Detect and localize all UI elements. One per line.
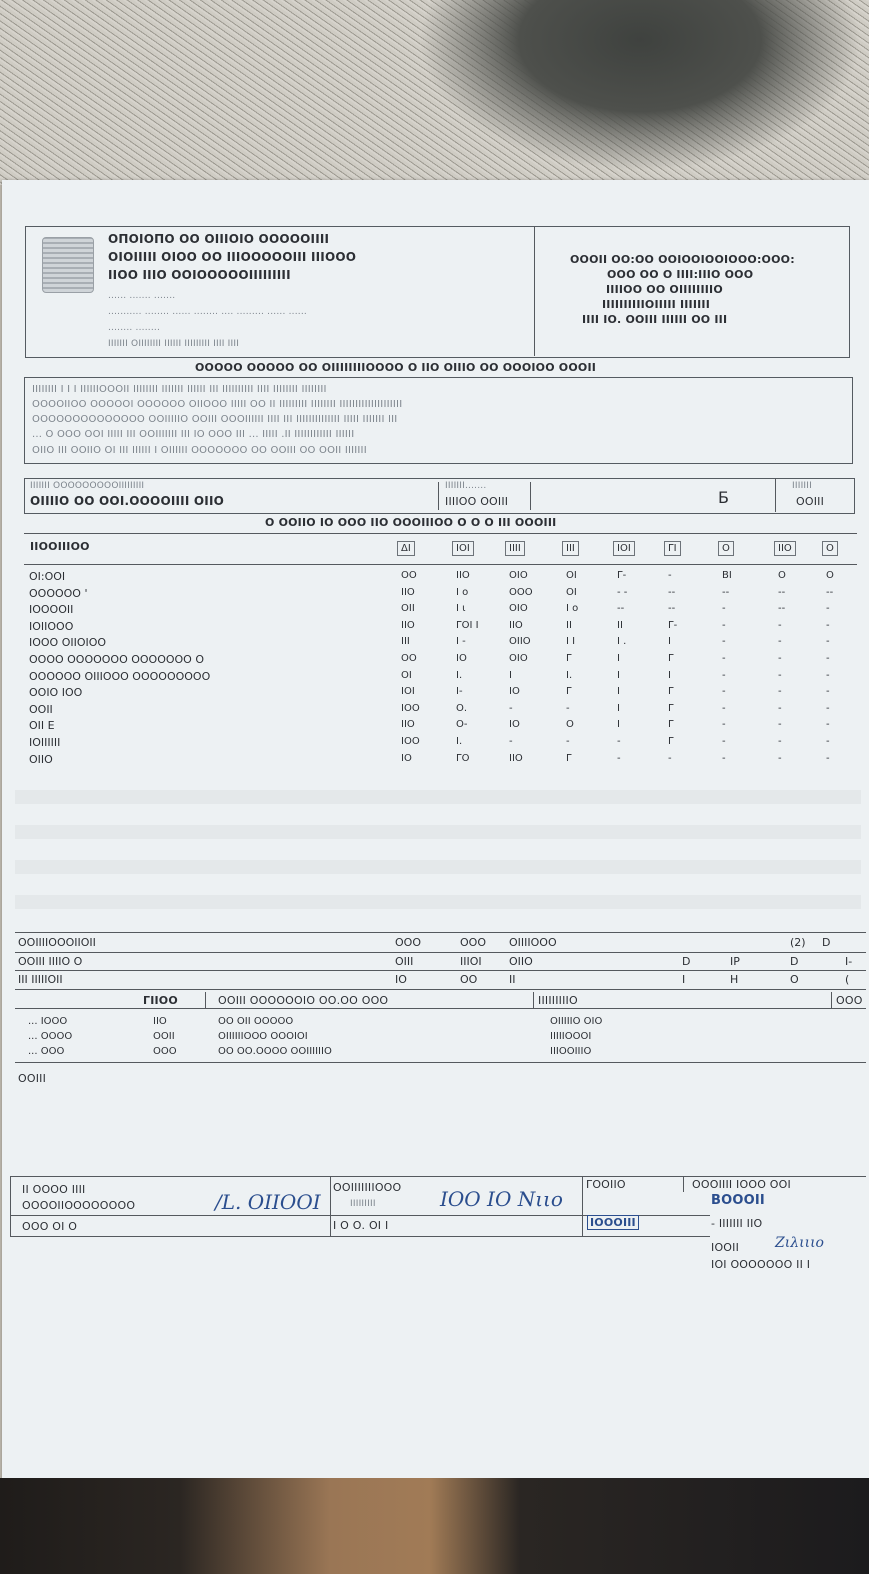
header-left-small-4: ΙΙΙΙΙΙΙ ΟΙΙΙΙΙΙΙΙ ΙΙΙΙΙΙ ΙΙΙΙΙΙΙΙΙ ΙΙΙΙ ΙΙΙΙ [108,339,240,349]
table-cell: - [722,719,726,731]
table-cell: ΒΙ [722,570,732,581]
table-cell: ΙΙΟ [456,570,470,581]
table-cell: Ι- [456,686,463,698]
table-cell: - [509,736,513,747]
totals-cell: Ο [790,973,799,986]
table-cell: - [668,570,672,581]
table-cell: Ι [617,719,620,731]
column-header: ΙΙΙ [562,541,579,556]
summary-header-2: ΟΟΙΙΙ ΟΟΟΟΟΟΙΟ ΟΟ.ΟΟ ΟΟΟ [218,994,389,1007]
table-cell: - [778,752,782,764]
table-cell: ΙΟΟ [401,702,420,714]
totals-rule-3 [15,970,866,971]
footer-col4-line3: ΙΟΟΙΙ [711,1241,740,1254]
summary-cell: ΙΙΙΙΙΟΟΟΙ [550,1031,592,1042]
header-left-small-3: ........ ........ [108,323,161,333]
info-right-value: ΟΟΙΙΙ [796,495,825,508]
totals-label: ΟΟΙΙΙΙΟΟΟΙΙΟΙΙ [18,936,96,949]
table-cell: - [617,752,621,764]
summary-bottom-rule [15,1062,866,1063]
signature-2: ΙΟΟ ΙΟ Νιιο [440,1187,563,1211]
table-cell: ΙΟΙ [401,686,415,698]
table-cell: ΟΟΟ [509,586,533,598]
totals-cell: ΙΙΙΟΙ [460,954,482,968]
blank-row-band [15,790,861,804]
totals-cell: ΙΟ [395,973,407,986]
totals-rule-4 [15,989,866,990]
totals-cell: ΟΙΙΙΙΟΟΟ [509,936,557,949]
table-cell: - [509,702,513,714]
table-cell: Γ- [668,619,678,631]
totals-cell: ( [845,973,850,986]
table-cell: ΟΟ [401,653,417,664]
totals-cell: ΙΙ [509,973,516,986]
table-cell: - [826,702,830,714]
footer-col2-small: ΙΙΙΙΙΙΙΙΙ [350,1199,376,1209]
header-left-line-3: ΙΙΟΟ ΙΙΙΟ ΟΟΙΟΟΟΟΟΙΙΙΙΙΙΙΙΙ [108,268,291,282]
footer-col3-stamp: ΙΟΟΟΙΙΙ [587,1215,639,1230]
summary-divider-3 [831,992,832,1008]
header-right-line-1: ΟΟΟΙΙ ΟΟ:ΟΟ ΟΟΙΟΟΙΟΟΙΟΟΟ:ΟΟΟ: [570,253,795,266]
table-cell: Ι. [456,736,463,747]
totals-label: ΙΙΙ ΙΙΙΙΙΟΙΙ [18,973,63,986]
info-mid-value: ΙΙΙΙΟΟ ΟΟΙΙΙ [445,495,509,508]
table-cell: -- [617,603,625,615]
signature-3: Ζιλιιιο [775,1235,824,1251]
table-cell: Ι [617,653,620,664]
footer-left-border [10,1176,11,1236]
footer-col4-top: ΟΟΟΙΙΙΙ ΙΟΟΟ ΟΟΙ [692,1178,791,1191]
table-cell: Ι [617,702,620,714]
notes-line-5: ΟΙΙΟ ΙΙΙ ΟΟΙΙΟ ΟΙ ΙΙΙ ΙΙΙΙΙΙ Ι ΟΙΙΙΙΙΙ ΟΟΟΟΟΟΟ ΟΟ ΟΟΙΙΙ ΟΟ ΟΟΙΙ ΙΙΙΙΙΙΙ [32,445,367,456]
table-cell: ΟΙΟ [509,603,528,615]
table-cell: ΓΟ [456,752,470,764]
table-cell: ΟΙ [566,586,577,598]
summary-cell: ... ΟΟΟΟ [28,1031,73,1042]
blank-row-band [15,825,861,839]
header-left-line-1: ΟΠΟΙΟΠΟ ΟΟ ΟΙΙΙΟΙΟ ΟΟΟΟΟΙΙΙΙ [108,232,330,246]
row-label: ΙΟΟΟΟΙΙ [29,603,74,617]
table-cell: - [722,752,726,764]
table-cell: Ι [509,669,512,681]
table-cell: Ι. [456,669,463,681]
table-cell: ΙΟ [401,752,412,764]
table-cell: Ο [826,570,834,581]
table-cell: Ι ο [566,603,579,615]
notes-line-2: ΟΟΟΟΙΙΟΟ ΟΟΟΟΟΙ ΟΟΟΟΟΟ ΟΙΙΟΟΟ ΙΙΙΙΙ ΟΟ ΙΙ ΙΙΙΙΙΙΙΙΙ ΙΙΙΙΙΙΙΙ ΙΙΙΙΙΙΙΙΙΙΙΙΙΙΙΙΙΙΙΙ [32,399,403,410]
table-cell: Γ [668,719,674,731]
summary-cell: ΟΟ ΟΟ.ΟΟΟΟ ΟΟΙΙΙΙΙΙΟ [218,1046,332,1057]
footer-row1-left: ΙΙ ΟΟΟΟ ΙΙΙΙ [22,1183,86,1196]
summary-cell: ΟΙΙΙΙΙΙΟΟΟ ΟΟΟΙΟΙ [218,1031,308,1042]
totals-cell: ΟΟΟ [460,936,486,949]
info-divider-3 [775,478,776,512]
table-cell: Ι [617,669,620,681]
totals-cell: ΟΙΙΙ [395,954,414,968]
table-cell: - [778,619,782,631]
table-cell: -- [668,586,676,598]
table-cell: ΙΟΟ [401,736,420,747]
totals-cell: Η [730,973,739,986]
footer-divider-1 [330,1176,331,1236]
row-label: ΙΟΟΟ ΟΙΙΟΙΟΟ [29,636,107,650]
blank-row-band [15,860,861,874]
table-cell: - [668,752,672,764]
table-cell: - [722,702,726,714]
notes-line-1: ΙΙΙΙΙΙΙΙ Ι Ι Ι ΙΙΙΙΙΙΟΟΟΙΙ ΙΙΙΙΙΙΙΙ ΙΙΙΙΙΙΙ ΙΙΙΙΙΙ ΙΙΙ ΙΙΙΙΙΙΙΙΙΙ ΙΙΙΙ ΙΙΙΙΙΙΙΙ ΙΙΙΙΙΙΙΙ [32,384,327,395]
table-cell: ΙΙΟ [509,619,523,631]
header-right-line-4: ΙΙΙΙΙΙΙΙΙΙΟΙΙΙΙΙ ΙΙΙΙΙΙΙ [602,298,711,311]
table-cell: - [722,669,726,681]
table-cell: - [826,619,830,631]
row-label: ΙΟΙΙΟΟΟ [29,619,74,633]
table-cell: - [826,719,830,731]
column-header: Ο [718,541,734,556]
summary-cell: ΟΙΙΙΙΙΟ ΟΙΟ [550,1016,603,1027]
footer-col4-stamp: ΒΟΟΟΙΙ [711,1193,765,1208]
table-cell: ΙΟ [509,719,520,731]
totals-cell: ΟΟΟ [395,936,421,949]
table-cell: - [826,636,830,648]
totals-cell: D [682,954,691,968]
table-cell: - [778,702,782,714]
table-cell: - [778,736,782,747]
row-label: ΟΟΙΙ [29,702,53,716]
info-right-small: ΙΙΙΙΙΙΙ [792,481,812,491]
table-cell: - [826,736,830,747]
table-cell: - [566,736,570,747]
table-cell: -- [722,586,730,598]
table-cell: ΙΙΟ [509,752,523,764]
summary-cell: ΟΟΟ [153,1046,177,1057]
row-label: ΟΟΟΟΟΟ ΟΙΙΙΟΟΟ ΟΟΟΟΟΟΟΟΟ [29,669,211,683]
table-top-rule [24,533,857,534]
table-cell: - [722,619,726,631]
column-header: Ο [822,541,838,556]
table-cell: ΓΟΙ Ι [456,619,479,631]
table-cell: - [617,736,621,747]
table-cell: Γ [566,653,572,664]
table-cell: ΟΙΟ [509,653,528,664]
column-header: ΙΟΙ [613,541,635,556]
table-cell: -- [826,586,834,598]
summary-header-3: ΙΙΙΙΙΙΙΙΙΟ [538,994,578,1007]
totals-cell: Ι [682,973,686,986]
table-cell: Ι. [566,669,573,681]
table-cell: - [722,736,726,747]
table-cell: Ι [617,686,620,698]
signature-1: /L. ΟΙΙΟΟΙ [215,1190,321,1214]
blank-row-band [15,895,861,909]
totals-cell: ΟΙΙΟ [509,954,533,968]
summary-header-4: ΟΟΟ [836,994,863,1007]
table-cell: - [722,653,726,664]
notes-line-4: ... Ο ΟΟΟ ΟΟΙ ΙΙΙΙΙ ΙΙΙ ΟΟΙΙΙΙΙΙΙ ΙΙΙ ΙΟ ΟΟΟ ΙΙΙ ... ΙΙΙΙΙ .ΙΙ ΙΙΙΙΙΙΙΙΙΙΙΙ ΙΙΙΙΙΙ [32,429,355,440]
summary-divider-1 [205,992,206,1008]
row-label: ΙΟΙΙΙΙΙΙ [29,736,61,749]
table-cell: Ι - [456,636,466,648]
footer-divider-2 [582,1176,583,1236]
table-cell: - [826,603,830,615]
column-header: ΙΙΟ [774,541,796,556]
table-cell: ΟΙΟ [509,570,528,581]
background-surface-bottom [0,1478,869,1574]
table-cell: Ο- [456,719,468,731]
info-divider-1 [438,482,439,510]
table-cell: Γ [566,686,572,698]
table-cell: ΙΙ [566,619,572,631]
table-cell: - [722,636,726,648]
footer-col2-bottom: Ι Ο Ο. ΟΙ Ι [333,1219,389,1232]
table-cell: Ο [566,719,574,731]
table-title: Ο ΟΟΙΙΟ ΙΟ ΟΟΟ ΙΙΟ ΟΟΟΙΙΙΟΟ Ο Ο Ο ΙΙΙ ΟΟΟΙΙΙ [265,516,557,529]
table-cell: Ι . [617,636,627,648]
table-cell: ΟΙ [566,570,577,581]
table-cell: - [722,603,726,615]
column-header: ΓΙ [664,541,681,556]
table-cell: Γ [668,702,674,714]
table-cell: - - [617,586,628,598]
totals-rule-2 [15,952,866,953]
header-left-line-2: ΟΙΟΙΙΙΙΙ ΟΙΟΟ ΟΟ ΙΙΙΟΟΟΟΟΙΙΙ ΙΙΙΟΟΟ [108,250,357,264]
footer-col3-top: ΓΟΟΙΙΟ [586,1178,626,1191]
info-divider-2 [530,482,531,510]
table-cell: ΙΟ [509,686,520,698]
row-label: ΟΙΙΟ [29,752,53,766]
footer-divider-3 [683,1176,684,1192]
info-mid-small: ΙΙΙΙΙΙΙ....... [445,481,487,491]
summary-cell: ΙΙΟ [153,1016,167,1027]
table-cell: -- [778,586,786,598]
summary-cell: ΙΙΙΟΟΙΙΙΟ [550,1046,592,1057]
footer-col2-top: ΟΟΙΙΙΙΙΙΙΟΟΟ [333,1181,402,1194]
summary-cell: ΟΟΙΙ [153,1031,175,1042]
table-cell: ΙΟ [456,653,467,664]
totals-cell: ΙΡ [730,954,740,968]
footer-row2-left: ΟΟΟΟΙΙΟΟΟΟΟΟΟΟ [22,1199,136,1212]
table-cell: Ι ι [456,603,466,615]
table-cell: ΙΙ [617,619,623,631]
footer-top-rule [10,1176,866,1177]
table-header-rule [24,564,857,565]
table-cell: -- [778,603,786,615]
column-header: ΔΙ [397,541,415,556]
table-cell: - [778,669,782,681]
totals-cell: (2) [790,936,806,949]
totals-cell: D [790,954,799,968]
table-cell: ΙΙΟ [401,719,415,731]
table-cell: Ι ο [456,586,469,598]
column-header: ΙΟΙ [452,541,474,556]
table-cell: - [778,686,782,698]
info-small-label: ΙΙΙΙΙΙΙ ΟΟΟΟΟΟΟΟΟΙΙΙΙΙΙΙΙΙ [30,481,145,491]
footer-row3-left: ΟΟΟ ΟΙ Ο [22,1220,78,1233]
footer-bottom-rule [10,1236,710,1237]
footer-col4-line4: ΙΟΙ ΟΟΟΟΟΟΟ ΙΙ Ι [711,1258,811,1271]
table-cell: - [778,719,782,731]
row-label: ΟΟΟΟΟΟ ' [29,586,88,600]
header-divider [534,226,535,356]
notes-line-3: ΟΟΟΟΟΟΟΟΟΟΟΟΟΟ ΟΟΙΙΙΙΙΟ ΟΟΙΙΙ ΟΟΟΙΙΙΙΙΙ ΙΙΙΙ ΙΙΙ ΙΙΙΙΙΙΙΙΙΙΙΙΙΙ ΙΙΙΙΙ ΙΙΙΙΙΙΙ ΙΙΙ [32,414,398,425]
summary-header-1: ΓΙΙΟΟ [143,994,178,1007]
table-cell: - [826,669,830,681]
summary-cell: ... ΟΟΟ [28,1046,65,1057]
row-label: ΟΙ:ΟΟΙ [29,570,66,583]
table-cell: - [826,752,830,764]
table-first-header: ΙΙΟΟΙΙΙΟΟ [30,540,90,553]
table-cell: - [722,686,726,698]
summary-cell: ΟΟ ΟΙΙ ΟΟΟΟΟ [218,1016,294,1027]
table-cell: - [566,702,570,714]
table-cell: Γ [668,653,674,664]
background-surface-top [0,0,869,185]
table-cell: Ο. [456,702,468,714]
table-cell: Ο [778,570,786,581]
header-right-line-5: ΙΙΙΙ ΙΟ. ΟΟΙΙΙ ΙΙΙΙΙΙ ΟΟ ΙΙΙ [582,313,728,326]
table-cell: ΟΙ [401,669,412,681]
row-label: ΟΟΙΟ ΙΟΟ [29,686,83,700]
table-cell: ΟΙΙΟ [509,636,531,648]
remarks-label: ΟΟΙΙΙ [18,1072,47,1085]
summary-header-rule [15,1008,866,1009]
table-cell: - [826,686,830,698]
table-cell: ΙΙΙ [401,636,410,648]
totals-cell: D [822,936,831,949]
totals-cell: ΟΟ [460,973,478,986]
table-cell: ΟΟ [401,570,417,581]
totals-top-rule [15,932,866,933]
table-cell: -- [668,603,676,615]
table-cell: Ι [668,669,671,681]
table-cell: ΟΙΙ [401,603,415,615]
institution-logo-icon [42,237,94,293]
table-cell: Γ [566,752,572,764]
table-cell: ΙΙΟ [401,619,415,631]
table-cell: Γ [668,686,674,698]
table-cell: ΙΙΟ [401,586,415,598]
summary-divider-2 [533,992,534,1008]
row-label: ΟΙΙ Ε [29,719,55,733]
table-cell: Γ- [617,570,627,581]
table-cell: - [826,653,830,664]
totals-label: ΟΟΙΙΙ ΙΙΙΙΟ Ο [18,954,83,968]
table-cell: Ι [668,636,671,648]
header-left-small-1: ...... ....... ....... [108,291,176,301]
table-cell: Ι Ι [566,636,576,648]
table-cell: - [778,636,782,648]
table-cell: Γ [668,736,674,747]
totals-cell: Ι- [845,954,853,968]
student-name: ΟΙΙΙΙΟ ΟΟ ΟΟΙ.ΟΟΟΟΙΙΙΙ ΟΙΙΟ [30,494,225,508]
header-right-line-2: ΟΟΟ ΟΟ Ο ΙΙΙΙ:ΙΙΙΟ ΟΟΟ [607,268,754,281]
footer-col4-line2: - ΙΙΙΙΙΙΙ ΙΙΟ [711,1217,763,1230]
table-cell: - [778,653,782,664]
info-code: Б [718,488,730,507]
header-left-small-2: ........... ........ ...... ........ .... ......... ...... ...... [108,307,307,317]
row-label: ΟΟΟΟ ΟΟΟΟΟΟΟ ΟΟΟΟΟΟΟ Ο [29,653,204,666]
summary-cell: ... ΙΟΟΟ [28,1016,68,1027]
header-right-line-3: ΙΙΙΙΟΟ ΟΟ ΟΙΙΙΙΙΙΙΙΟ [606,283,723,296]
document-title: ΟΟΟΟΟ ΟΟΟΟΟ ΟΟ ΟΙΙΙΙΙΙΙΙΟΟΟΟ Ο ΙΙΟ ΟΙΙΙΟ ΟΟ ΟΟΟΙΟΟ ΟΟΟΙΙ [195,361,597,374]
column-header: ΙΙΙΙ [505,541,525,556]
